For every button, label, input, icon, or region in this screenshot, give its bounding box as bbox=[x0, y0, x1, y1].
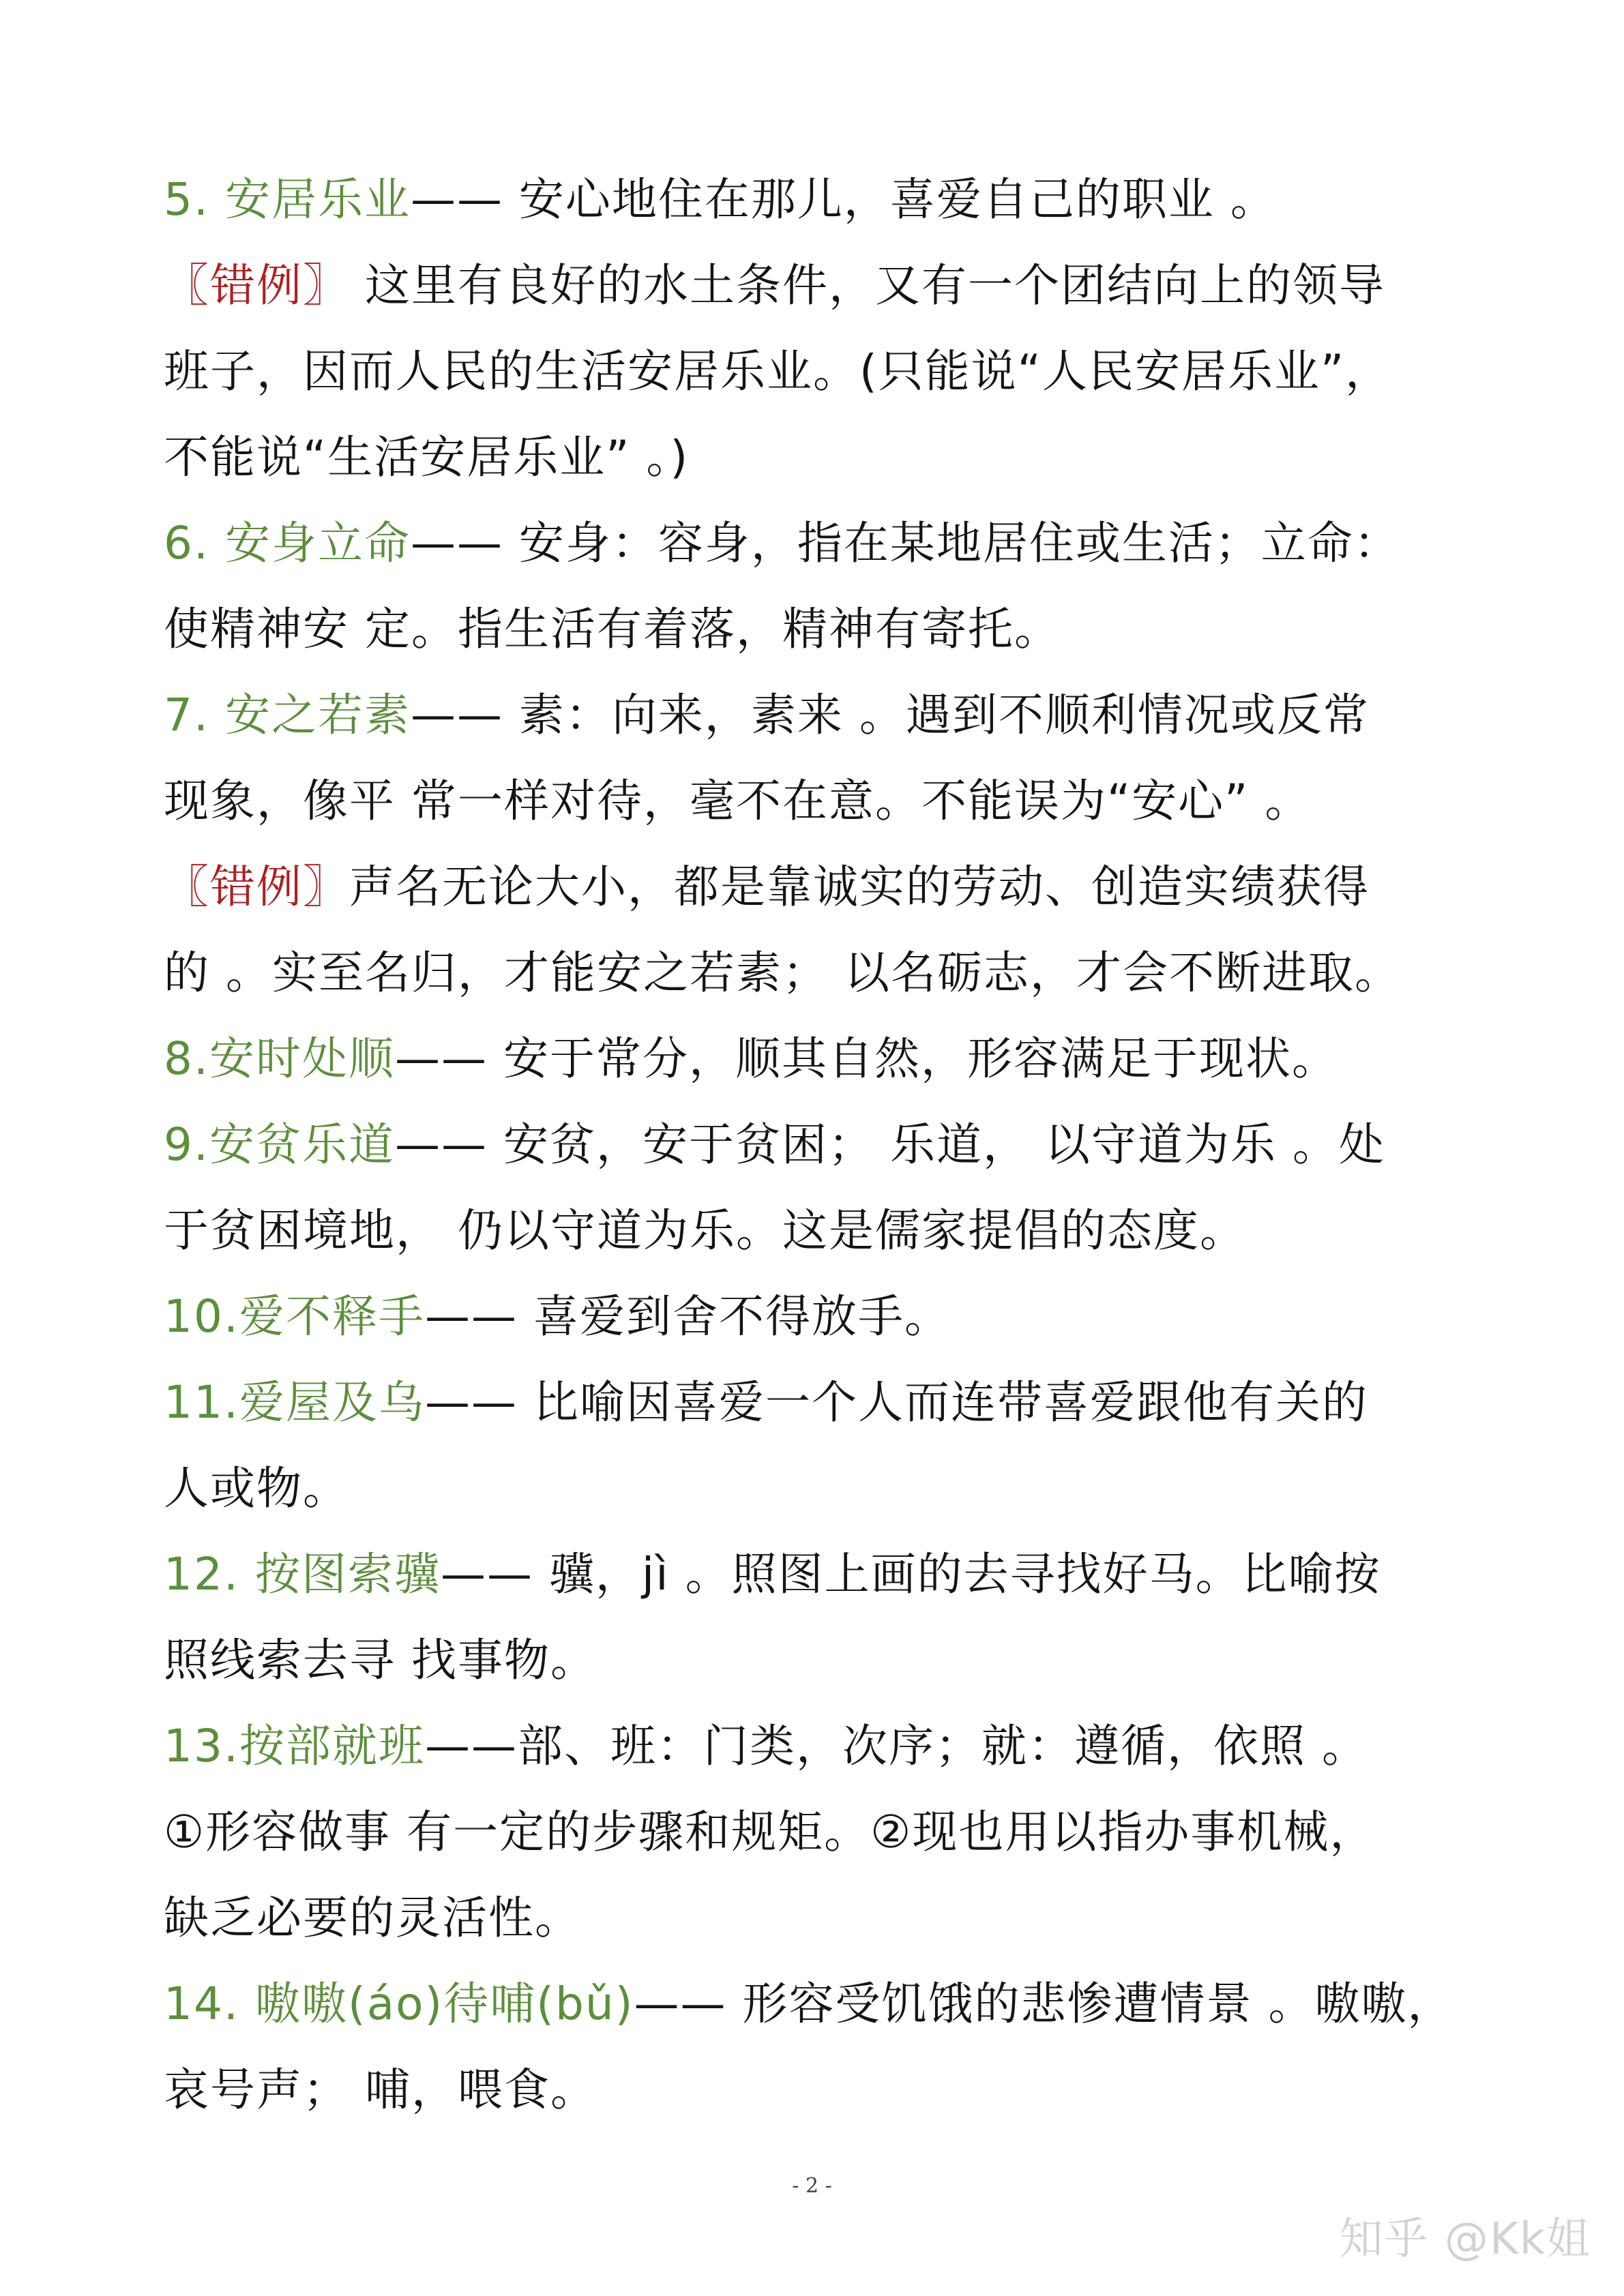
definition-text: —— 比喻因喜爱一个人而连带喜爱跟他有关的 bbox=[424, 1376, 1368, 1429]
zhihu-watermark: 知乎 @Kk姐 bbox=[1339, 2214, 1591, 2265]
definition-text: 声名无论大小，都是靠诚实的劳动、创造实绩获得 bbox=[349, 861, 1370, 913]
idiom-term: 9.安贫乐道 bbox=[164, 1118, 395, 1171]
text-line bbox=[164, 758, 1480, 844]
text-line bbox=[164, 501, 1480, 586]
text-line bbox=[164, 1446, 1480, 1532]
definition-text: —— 安于常分，顺其自然，形容满足于现状。 bbox=[394, 1032, 1338, 1085]
idiom-term: 8.安时处顺 bbox=[164, 1032, 395, 1085]
idiom-term: 14. 嗷嗷(áo)待哺(bǔ) bbox=[164, 1978, 634, 2030]
idiom-term: 6. 安身立命 bbox=[164, 517, 411, 569]
text-line bbox=[164, 157, 1480, 243]
definition-text: —— 骥，jì 。照图上画的去寻找好马。比喻按 bbox=[440, 1548, 1381, 1600]
text-line bbox=[164, 1617, 1480, 1703]
text-line bbox=[164, 243, 1480, 329]
text-line bbox=[164, 1532, 1480, 1617]
text-line bbox=[164, 844, 1480, 930]
definition-text: 使精神安 定。指生活有着落，精神有寄托。 bbox=[164, 603, 1061, 655]
definition-text: —— 安身：容身，指在某地居住或生活；立命： bbox=[410, 517, 1400, 569]
text-line bbox=[164, 2047, 1480, 2133]
page-number: - 2 - bbox=[792, 2174, 832, 2198]
definition-text: —— 喜爱到舍不得放手。 bbox=[424, 1290, 951, 1343]
definition-text: —— 形容受饥饿的悲惨遭情景 。嗷嗷， bbox=[634, 1978, 1454, 2030]
text-line bbox=[164, 329, 1480, 415]
definition-text: 班子，因而人民的生活安居乐业。(只能说“人民安居乐业”， bbox=[164, 345, 1392, 398]
definition-text: 的 。实至名归，才能安之若素； 以名砺志，才会不断进取。 bbox=[164, 946, 1401, 999]
text-line bbox=[164, 1188, 1480, 1274]
document-body bbox=[164, 157, 1480, 2133]
text-line bbox=[164, 1789, 1480, 1875]
definition-text: 缺乏必要的灵活性。 bbox=[164, 1892, 581, 1944]
definition-text: —— 安贫，安于贫困； 乐道， 以守道为乐 。处 bbox=[394, 1118, 1385, 1171]
idiom-term: 7. 安之若素 bbox=[164, 689, 411, 741]
text-line bbox=[164, 1703, 1480, 1789]
idiom-term: 12. 按图索骥 bbox=[164, 1548, 441, 1600]
text-line bbox=[164, 1961, 1480, 2047]
definition-text: 现象，像平 常一样对待，毫不在意。不能误为“安心” 。 bbox=[164, 775, 1312, 827]
idiom-term: 5. 安居乐业 bbox=[164, 173, 411, 226]
text-line bbox=[164, 1274, 1480, 1360]
definition-text: 人或物。 bbox=[164, 1462, 349, 1515]
text-line bbox=[164, 1016, 1480, 1102]
text-line bbox=[164, 1102, 1480, 1188]
error-example-tag: 〖错例〗 bbox=[164, 259, 349, 312]
definition-text: 照线索去寻 找事物。 bbox=[164, 1634, 597, 1686]
idiom-term: 11.爱屋及乌 bbox=[164, 1376, 425, 1429]
idiom-term: 13.按部就班 bbox=[164, 1720, 425, 1772]
definition-text: —— 安心地住在那儿，喜爱自己的职业 。 bbox=[410, 173, 1277, 226]
definition-text: 哀号声； 哺，喂食。 bbox=[164, 2063, 597, 2116]
text-line bbox=[164, 415, 1480, 501]
definition-text: 于贫困境地， 仍以守道为乐。这是儒家提倡的态度。 bbox=[164, 1204, 1246, 1257]
error-example-tag: 〖错例〗 bbox=[164, 861, 349, 913]
idiom-term: 10.爱不释手 bbox=[164, 1290, 425, 1343]
text-line bbox=[164, 672, 1480, 758]
definition-text: 这里有良好的水土条件，又有一个团结向上的领导 bbox=[349, 259, 1385, 312]
definition-text: —— 素：向来，素来 。遇到不顺利情况或反常 bbox=[410, 689, 1370, 741]
text-line bbox=[164, 1875, 1480, 1961]
definition-text: ——部、班：门类，次序；就：遵循，依照 。 bbox=[424, 1720, 1368, 1772]
text-line bbox=[164, 1360, 1480, 1446]
text-line bbox=[164, 586, 1480, 672]
definition-text: ①形容做事 有一定的步骤和规矩。②现也用以指办事机械， bbox=[164, 1806, 1376, 1858]
text-line bbox=[164, 930, 1480, 1016]
definition-text: 不能说“生活安居乐业” 。) bbox=[164, 431, 690, 483]
